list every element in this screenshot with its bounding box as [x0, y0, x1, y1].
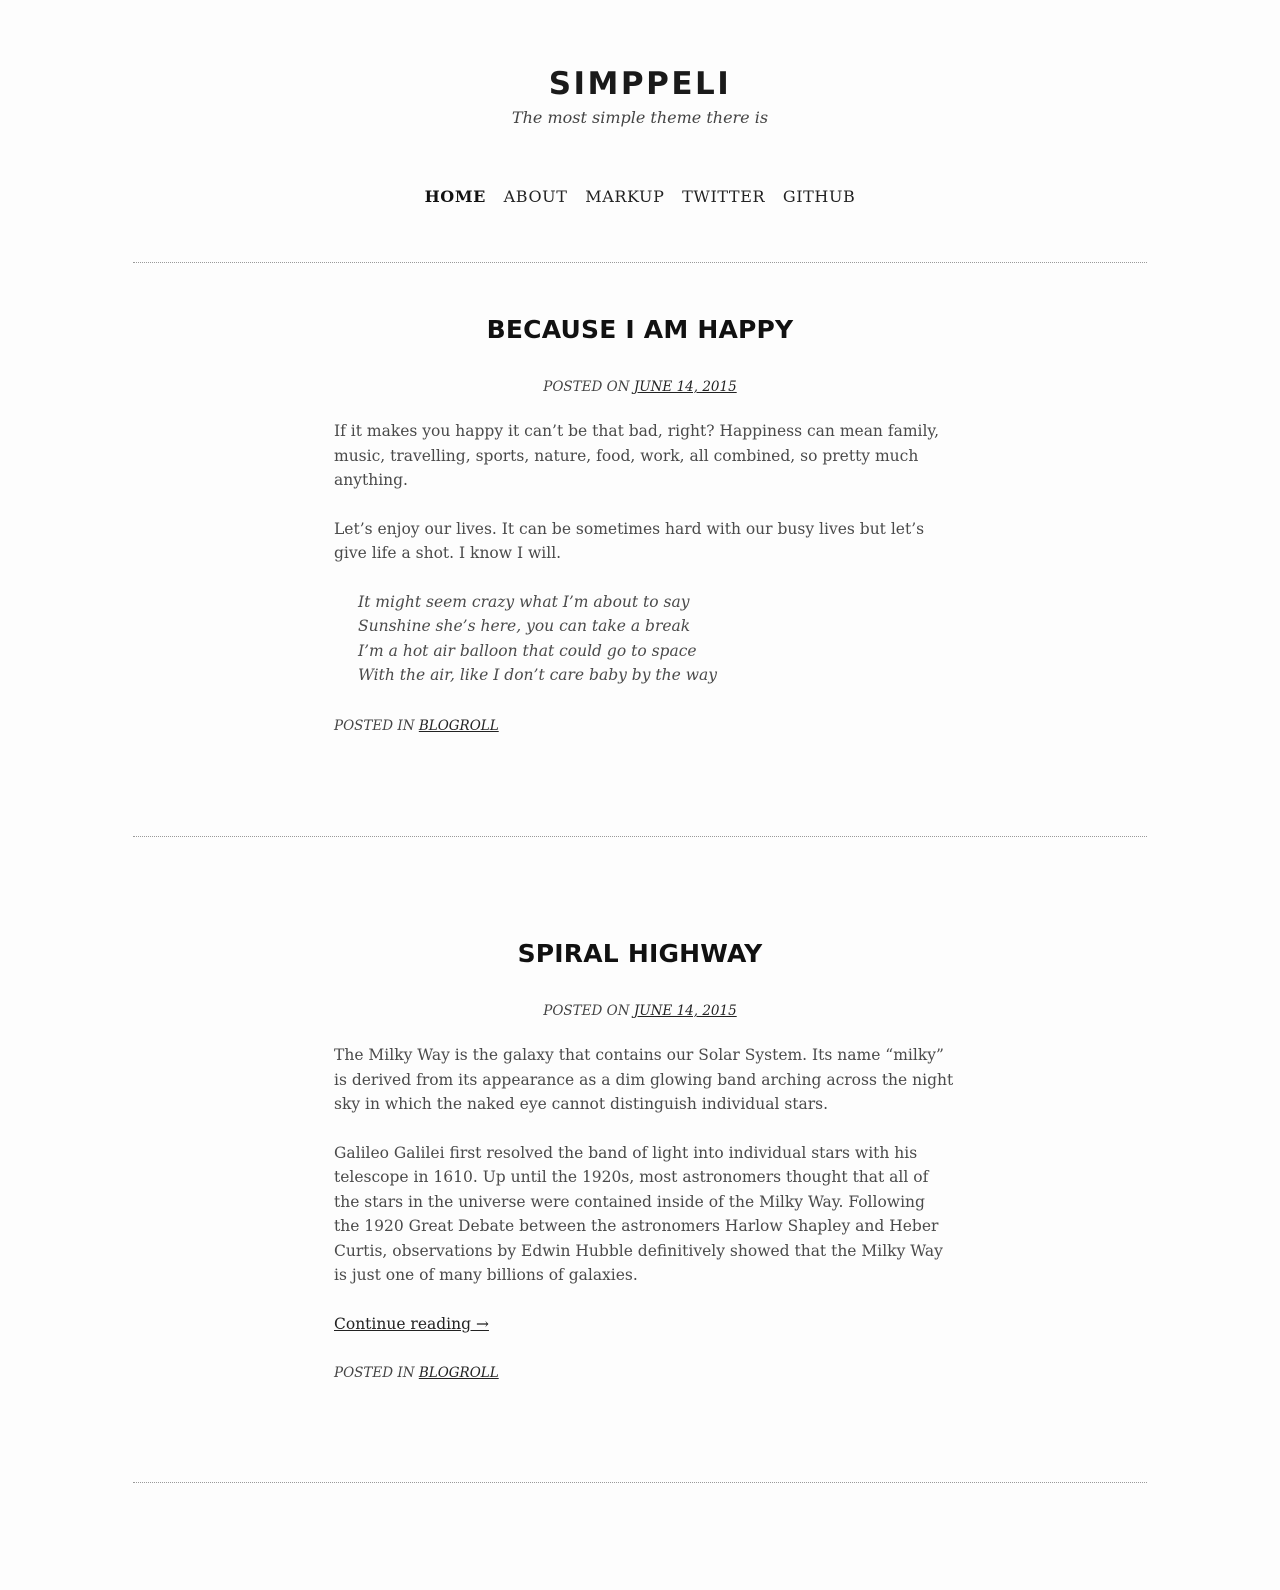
posted-in-label: POSTED IN — [334, 718, 419, 734]
nav-item-twitter[interactable]: TWITTER — [682, 187, 766, 206]
site-description: The most simple theme there is — [511, 108, 769, 127]
post-meta — [0, 377, 1280, 397]
nav-item-home[interactable]: HOME — [424, 187, 486, 206]
posted-on-label: POSTED ON — [543, 1003, 634, 1019]
post-title-link[interactable]: BECAUSE I AM HAPPY — [486, 315, 794, 344]
quote-line: With the air, like I don’t care baby by the way — [358, 666, 717, 684]
nav-item-github[interactable]: GITHUB — [782, 187, 856, 206]
blockquote — [358, 590, 954, 688]
separator — [133, 1482, 1147, 1483]
post-meta — [0, 1001, 1280, 1021]
continue-reading-wrap — [334, 1312, 954, 1337]
posted-on-label: POSTED ON — [543, 379, 634, 395]
nav-item-markup[interactable]: MARKUP — [585, 187, 665, 206]
continue-reading-link[interactable]: Continue reading → — [334, 1314, 489, 1333]
quote-line: Sunshine she’s here, you can take a break — [358, 617, 691, 635]
separator — [133, 262, 1147, 263]
paragraph: Galileo Galilei first resolved the band of light into individual stars with his telescope in 1610. Up until the 1920s, most astronomers thought that all of the stars in the universe were contained inside of the Milky Way. Following the 1920 Great Debate between the astronomers Harlow Shapley and Heber Curtis, observations by Edwin Hubble definitively showed that the Milky Way is just one of many billions of galaxies. — [334, 1143, 943, 1284]
quote-line: It might seem crazy what I’m about to say — [358, 592, 690, 611]
category-link[interactable]: BLOGROLL — [418, 718, 499, 734]
paragraph: If it makes you happy it can’t be that bad, right? Happiness can mean family, music, travelling, sports, nature, food, work, all combined, so pretty much anything. — [334, 422, 940, 489]
post-categories — [334, 1363, 499, 1383]
post-date-link[interactable]: JUNE 14, 2015 — [633, 379, 737, 395]
category-link[interactable]: BLOGROLL — [418, 1365, 499, 1381]
quote-line: I’m a hot air balloon that could go to space — [358, 641, 697, 660]
post-categories — [334, 716, 499, 736]
post-date-link[interactable]: JUNE 14, 2015 — [633, 1003, 737, 1019]
nav-item-about[interactable]: ABOUT — [503, 187, 568, 206]
paragraph: The Milky Way is the galaxy that contains our Solar System. Its name “milky” is derived from its appearance as a dim glowing band arching across the night sky in which the naked eye cannot distinguish individual stars. — [334, 1046, 954, 1113]
posted-in-label: POSTED IN — [334, 1365, 419, 1381]
site-title-link[interactable]: SIMPPELI — [548, 66, 732, 102]
post-content — [334, 419, 954, 712]
separator — [133, 836, 1147, 837]
main-nav — [0, 184, 1280, 210]
paragraph: Let’s enjoy our lives. It can be sometimes hard with our busy lives but let’s give life a shot. I know I will. — [334, 519, 925, 562]
post-title-link[interactable]: SPIRAL HIGHWAY — [517, 939, 763, 968]
post-content — [334, 1043, 954, 1360]
